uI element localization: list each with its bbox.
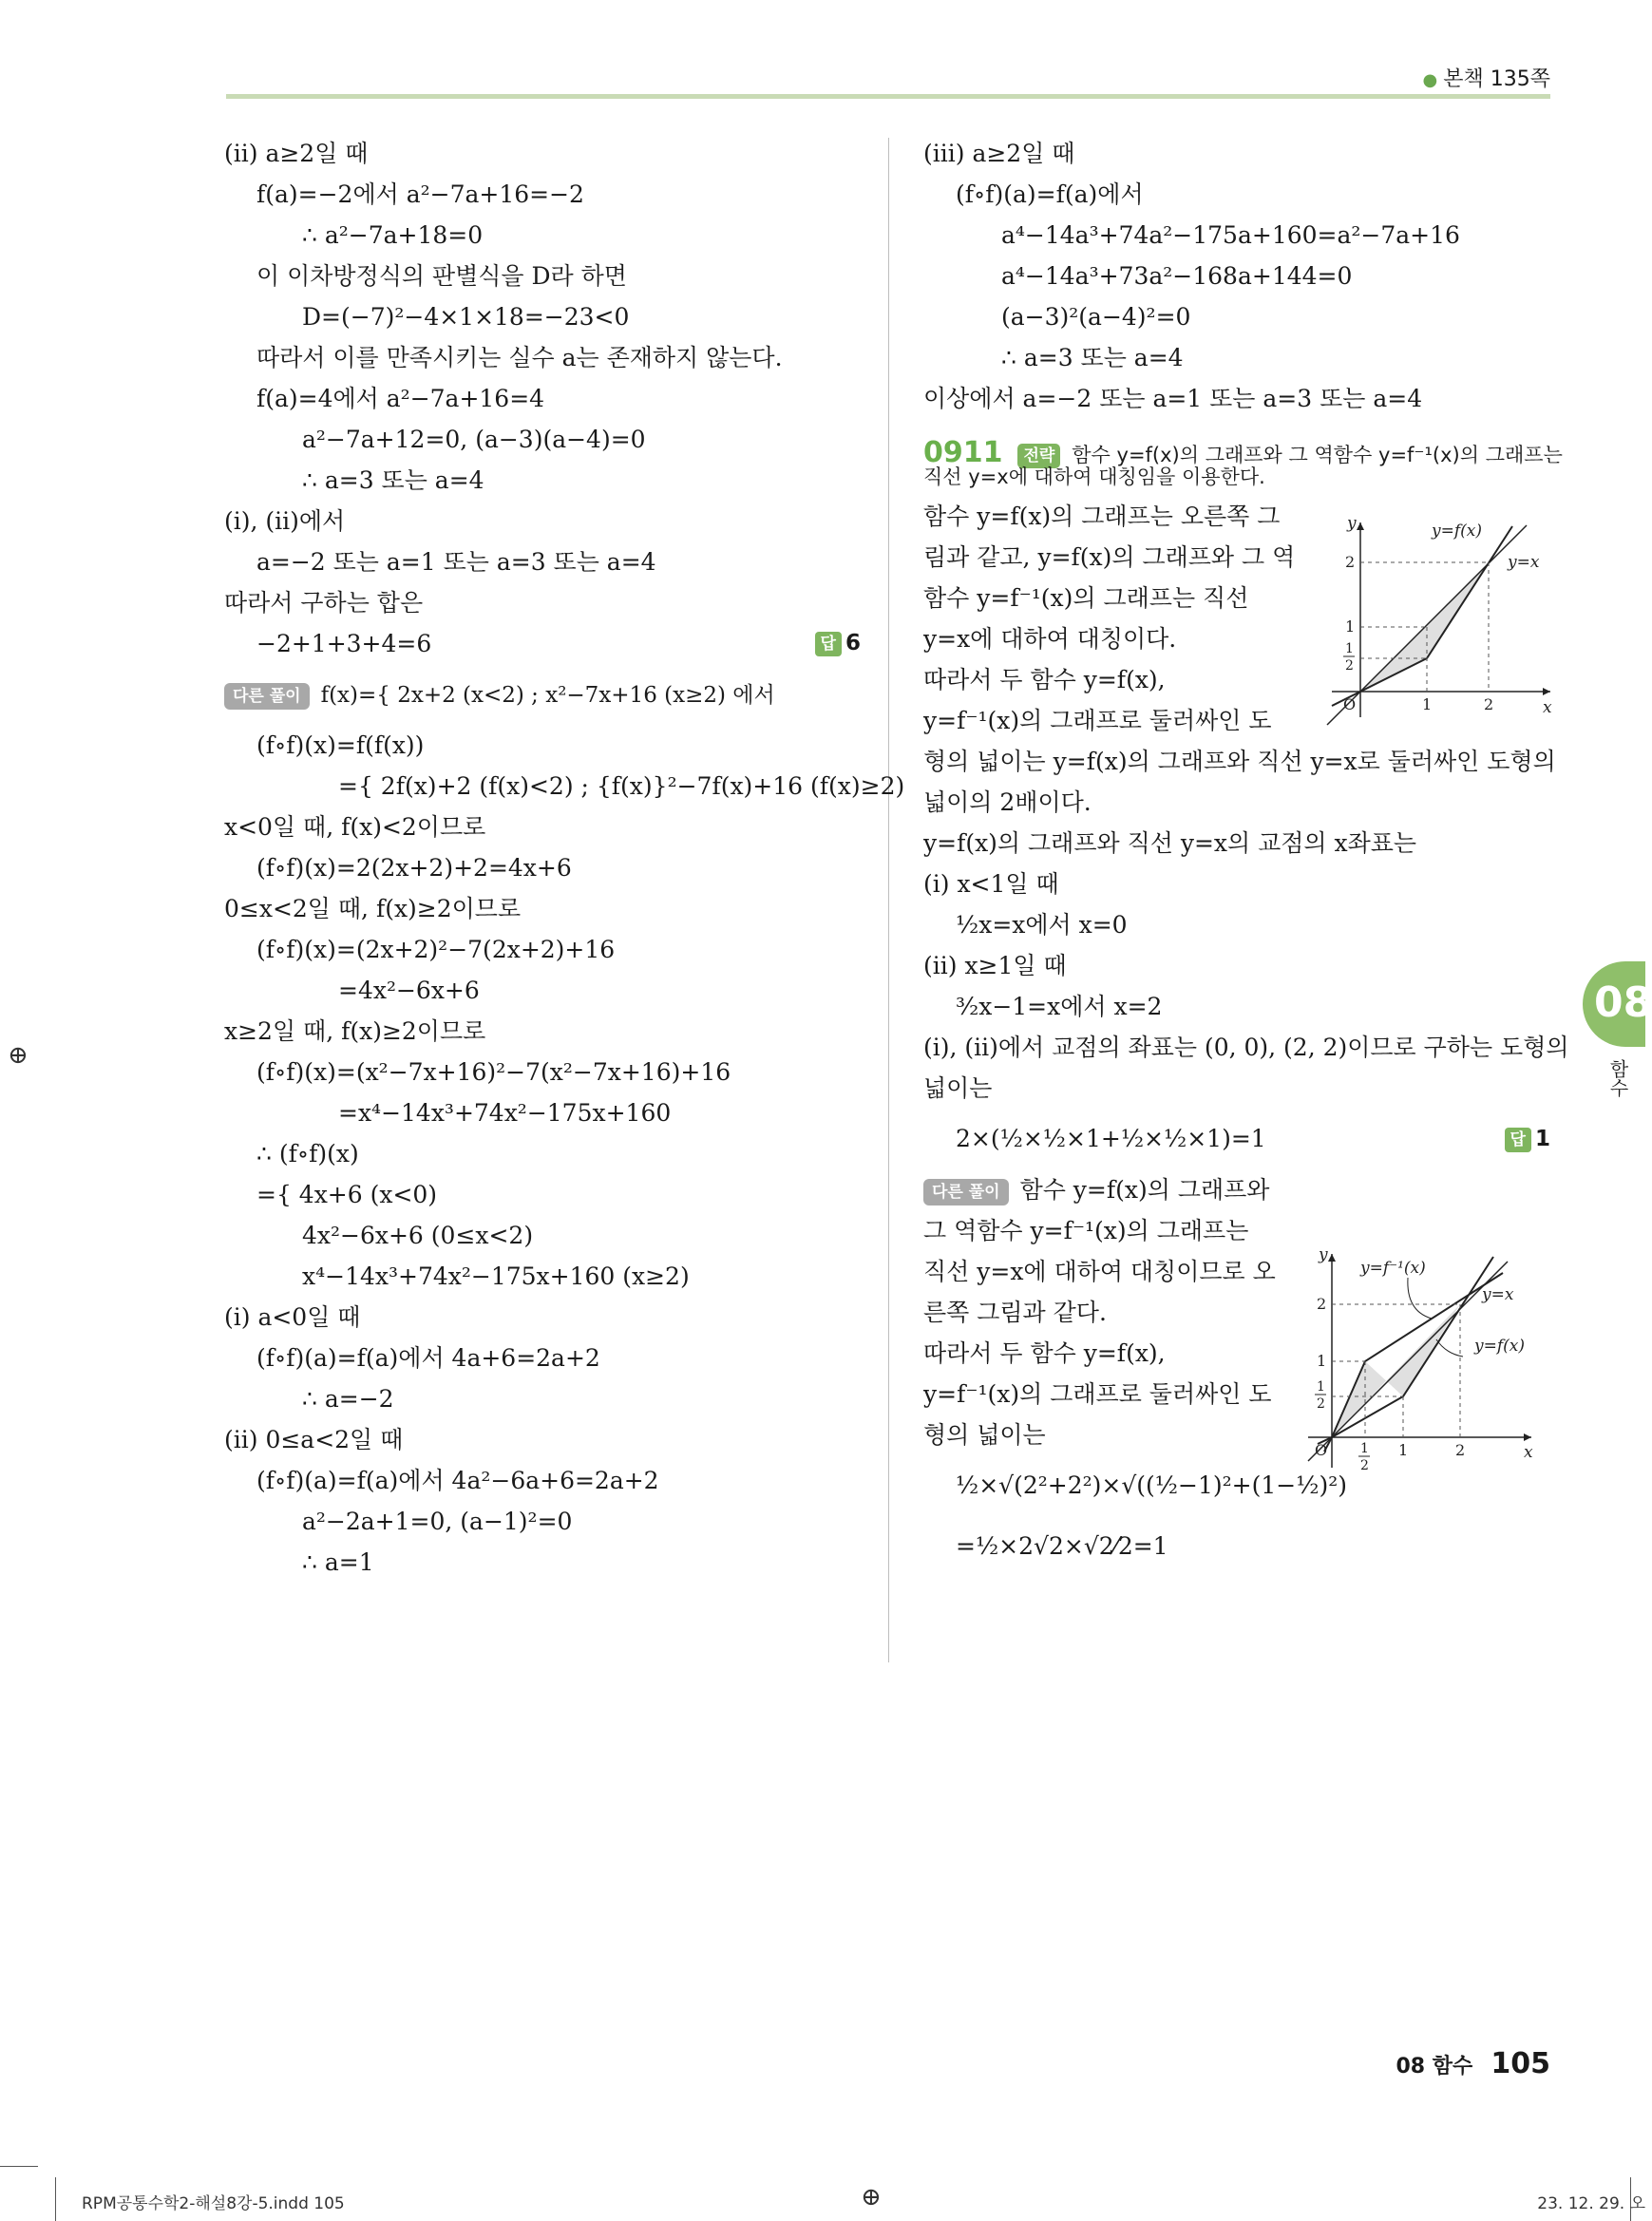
- problem-line-4: 따라서 두 함수 y=f(x),: [923, 666, 1166, 693]
- label-yx: y=x: [1508, 553, 1540, 572]
- alt-solution-header: [224, 664, 861, 725]
- chapter-tab: 08: [1583, 961, 1645, 1047]
- problem-wide-line-2: y=f(x)의 그래프와 직선 y=x의 교점의 x좌표는: [923, 829, 1417, 857]
- alt2-line-4: 따라서 두 함수 y=f(x),: [923, 1339, 1166, 1367]
- problem-wide-line-8: 넓이는: [923, 1074, 993, 1102]
- label-fx: y=f(x): [1474, 1337, 1525, 1356]
- alt1-line-20: ∴ a=1: [302, 1548, 374, 1576]
- tick-yhalf-den: 2: [1317, 1396, 1325, 1412]
- left-line-10: a=−2 또는 a=1 또는 a=3 또는 a=4: [256, 548, 656, 576]
- strategy-badge: 전략: [1017, 444, 1060, 468]
- alt1-line-12: 4x²−6x+6 (0≤x<2): [302, 1222, 534, 1249]
- crop-mark: [0, 2166, 38, 2167]
- problem-line-3: y=x에 대하여 대칭이다.: [923, 625, 1177, 653]
- label-finv: y=f⁻¹(x): [1360, 1259, 1426, 1278]
- header-rule: [226, 94, 1550, 99]
- problem-wide-line-6: ³⁄₂x−1=x에서 x=2: [956, 993, 1163, 1020]
- tick-y2: 2: [1317, 1295, 1327, 1313]
- alt1-line-1: ={ 2f(x)+2 (f(x)<2) ; {f(x)}²−7f(x)+16 (f(x)≥2): [338, 772, 905, 800]
- alt1-line-14: (ⅰ) a<0일 때: [224, 1303, 361, 1331]
- tick-xhalf-den: 2: [1360, 1458, 1369, 1473]
- column-divider: [888, 138, 889, 1662]
- tick-x2: 2: [1455, 1441, 1466, 1459]
- left-line-5: 따라서 이를 만족시키는 실수 a는 존재하지 않는다.: [256, 344, 783, 371]
- left-line-8: ∴ a=3 또는 a=4: [302, 466, 484, 494]
- left-line-3: 이 이차방정식의 판별식을 D라 하면: [256, 262, 627, 290]
- slug-date: 23. 12. 29. 오: [1537, 2194, 1645, 2213]
- area-calculation: 2×(½×½×1+½×½×1)=1 답 1: [923, 1109, 1550, 1169]
- alt1-line-18: (f∘f)(a)=f(a)에서 4a²−6a+6=2a+2: [256, 1467, 659, 1494]
- right-line-3: a⁴−14a³+73a²−168a+144=0: [1001, 262, 1353, 290]
- chapter-name: 08 함수: [1396, 2055, 1473, 2079]
- alt2-line-3: 른쪽 그림과 같다.: [923, 1299, 1107, 1326]
- origin-label: O: [1343, 695, 1357, 713]
- alt1-line-0: (f∘f)(x)=f(f(x)): [256, 731, 425, 759]
- alt1-line-9: =x⁴−14x³+74x²−175x+160: [338, 1099, 672, 1127]
- alt1-line-5: (f∘f)(x)=(2x+2)²−7(2x+2)+16: [256, 936, 616, 963]
- left-line-4: D=(−7)²−4×1×18=−23<0: [302, 303, 630, 331]
- y-axis-arrow-icon: [1328, 1254, 1336, 1262]
- y-axis-label: y: [1347, 514, 1357, 533]
- problem-line-0: 함수 y=f(x)의 그래프는 오른쪽 그: [923, 503, 1281, 530]
- problem-wide-line-0: 형의 넓이는 y=f(x)의 그래프와 직선 y=x로 둘러싸인 도형의: [923, 748, 1556, 775]
- graph-f-and-line: [1322, 513, 1555, 722]
- left-line-1: f(a)=−2에서 a²−7a+16=−2: [256, 180, 584, 208]
- alt2-line-2: 직선 y=x에 대하여 대칭이므로 오: [923, 1258, 1276, 1285]
- tick-y1: 1: [1345, 617, 1356, 636]
- alt-solution-2-header: [923, 1169, 1550, 1210]
- strategy-hint-2: 직선 y=x에 대하여 대칭임을 이용한다.: [923, 465, 1265, 488]
- page-footer: [1396, 2047, 1551, 2080]
- problem-wide-line-5: (ⅱ) x≥1일 때: [923, 952, 1067, 979]
- left-line-11: 따라서 구하는 합은: [224, 589, 424, 617]
- problem-wide-line-3: (ⅰ) x<1일 때: [923, 870, 1059, 898]
- alt2-line-0: 함수 y=f(x)의 그래프와: [1019, 1176, 1270, 1204]
- left-line-9: (ⅰ), (ⅱ)에서: [224, 507, 346, 535]
- left-line-6: f(a)=4에서 a²−7a+16=4: [256, 385, 545, 412]
- tick-yhalf-den: 2: [1345, 658, 1354, 674]
- problem-line-5: y=f⁻¹(x)의 그래프로 둘러싸인 도: [923, 707, 1272, 734]
- alt1-line-19: a²−2a+1=0, (a−1)²=0: [302, 1508, 573, 1535]
- alt1-line-13: x⁴−14x³+74x²−175x+160 (x≥2): [302, 1262, 690, 1290]
- curve-f: [1332, 526, 1512, 706]
- problem-wide-line-4: ½x=x에서 x=0: [956, 911, 1128, 939]
- y-axis-arrow-icon: [1357, 522, 1364, 530]
- alt1-line-10: ∴ (f∘f)(x): [256, 1140, 359, 1167]
- answer-mark: 답 6: [815, 623, 861, 664]
- tick-y1: 1: [1317, 1352, 1327, 1370]
- alt1-line-11: ={ 4x+6 (x<0): [256, 1181, 438, 1208]
- alt1-line-7: x≥2일 때, f(x)≥2이므로: [224, 1017, 486, 1045]
- x-axis-label: x: [1543, 698, 1552, 717]
- left-line-12: −2+1+3+4=6: [256, 630, 432, 657]
- origin-label: O: [1315, 1441, 1328, 1459]
- alt1-line-3: (f∘f)(x)=2(2x+2)+2=4x+6: [256, 854, 572, 882]
- x-axis-arrow-icon: [1543, 688, 1550, 695]
- leader-finv: [1408, 1278, 1432, 1319]
- area-expr-2: =½×2√2×√2⁄2=1: [956, 1532, 1168, 1560]
- area-expr-1: ½×√(2²+2²)×√((½−1)²+(1−½)²): [956, 1471, 1347, 1499]
- problem-text-wide: [923, 741, 1569, 1109]
- answer-row: [224, 623, 861, 664]
- alt1-line-6: =4x²−6x+6: [338, 977, 480, 1004]
- alt1-line-17: (ⅱ) 0≤a<2일 때: [224, 1426, 404, 1453]
- problem-wide-line-1: 넓이의 2배이다.: [923, 788, 1092, 816]
- problem-line-1: 림과 같고, y=f(x)의 그래프와 그 역: [923, 543, 1296, 571]
- alt1-line-2: x<0일 때, f(x)<2이므로: [224, 813, 486, 841]
- alt2-line-6: 형의 넓이는: [923, 1421, 1046, 1449]
- solution-steps: [224, 133, 861, 664]
- right-line-5: ∴ a=3 또는 a=4: [1001, 344, 1184, 371]
- left-line-2: ∴ a²−7a+18=0: [302, 221, 484, 249]
- right-line-6: 이상에서 a=−2 또는 a=1 또는 a=3 또는 a=4: [923, 385, 1423, 412]
- graph-f-and-inverse: [1303, 1244, 1552, 1472]
- y-axis-label: y: [1319, 1245, 1328, 1264]
- alt2-line-1: 그 역함수 y=f⁻¹(x)의 그래프는: [923, 1217, 1249, 1244]
- tick-yhalf-num: 1: [1345, 641, 1354, 656]
- book-page-reference: ● 본책 135쪽: [1422, 67, 1550, 91]
- chapter-side-label: 함수: [1606, 1059, 1629, 1097]
- registration-mark-icon: ⊕: [8, 1041, 28, 1070]
- crop-mark: [55, 2177, 56, 2221]
- slug-file: RPM공통수학2-해설8강-5.indd 105: [82, 2194, 345, 2213]
- problem-wide-line-7: (ⅰ), (ⅱ)에서 교점의 좌표는 (0, 0), (2, 2)이므로 구하는 도형의: [923, 1034, 1569, 1061]
- right-line-2: a⁴−14a³+74a²−175a+160=a²−7a+16: [1001, 221, 1460, 249]
- answer-mark-2: 답 1: [1505, 1109, 1550, 1169]
- alt1-line-15: (f∘f)(a)=f(a)에서 4a+6=2a+2: [256, 1344, 600, 1372]
- strategy-hint: 함수 y=f(x)의 그래프와 그 역함수 y=f⁻¹(x)의 그래프는: [1072, 444, 1563, 466]
- left-line-0: (ⅱ) a≥2일 때: [224, 140, 369, 167]
- tick-xhalf-num: 1: [1360, 1441, 1369, 1456]
- bullet-dot-icon: ●: [1422, 70, 1438, 90]
- piecewise-definition: f(x)={ 2x+2 (x<2) ; x²−7x+16 (x≥2) 에서: [320, 683, 775, 708]
- leader-fx: [1436, 1339, 1463, 1357]
- registration-mark-icon: ⊕: [861, 2183, 882, 2212]
- alt1-line-4: 0≤x<2일 때, f(x)≥2이므로: [224, 895, 522, 922]
- alt-solution-badge: 다른 풀이: [224, 683, 310, 710]
- x-axis-label: x: [1524, 1443, 1533, 1462]
- alt1-line-8: (f∘f)(x)=(x²−7x+16)²−7(x²−7x+16)+16: [256, 1058, 731, 1086]
- left-line-7: a²−7a+12=0, (a−3)(a−4)=0: [302, 426, 646, 453]
- alt-solution-badge-2: 다른 풀이: [923, 1179, 1009, 1205]
- problem-line-2: 함수 y=f⁻¹(x)의 그래프는 직선: [923, 584, 1249, 612]
- tick-x1: 1: [1398, 1441, 1409, 1459]
- alt1-line-16: ∴ a=−2: [302, 1385, 394, 1413]
- right-line-1: (f∘f)(a)=f(a)에서: [956, 180, 1144, 208]
- x-axis-arrow-icon: [1524, 1433, 1531, 1441]
- tick-x1: 1: [1422, 695, 1433, 713]
- line-y-eq-x: [1308, 1262, 1508, 1461]
- page-number: 105: [1491, 2047, 1550, 2080]
- right-line-4: (a−3)²(a−4)²=0: [1001, 303, 1191, 331]
- left-column: [224, 133, 905, 1583]
- right-line-0: (ⅲ) a≥2일 때: [923, 140, 1075, 167]
- solution-continued: [923, 133, 1550, 419]
- alt2-line-5: y=f⁻¹(x)의 그래프로 둘러싸인 도: [923, 1380, 1272, 1408]
- alt-solution-steps: [224, 725, 905, 1583]
- label-yx: y=x: [1482, 1285, 1514, 1304]
- label-fx: y=f(x): [1432, 522, 1482, 541]
- tick-y2: 2: [1345, 553, 1356, 571]
- tick-x2: 2: [1484, 695, 1494, 713]
- tick-yhalf-num: 1: [1317, 1379, 1325, 1395]
- problem-number: 0911: [923, 436, 1003, 469]
